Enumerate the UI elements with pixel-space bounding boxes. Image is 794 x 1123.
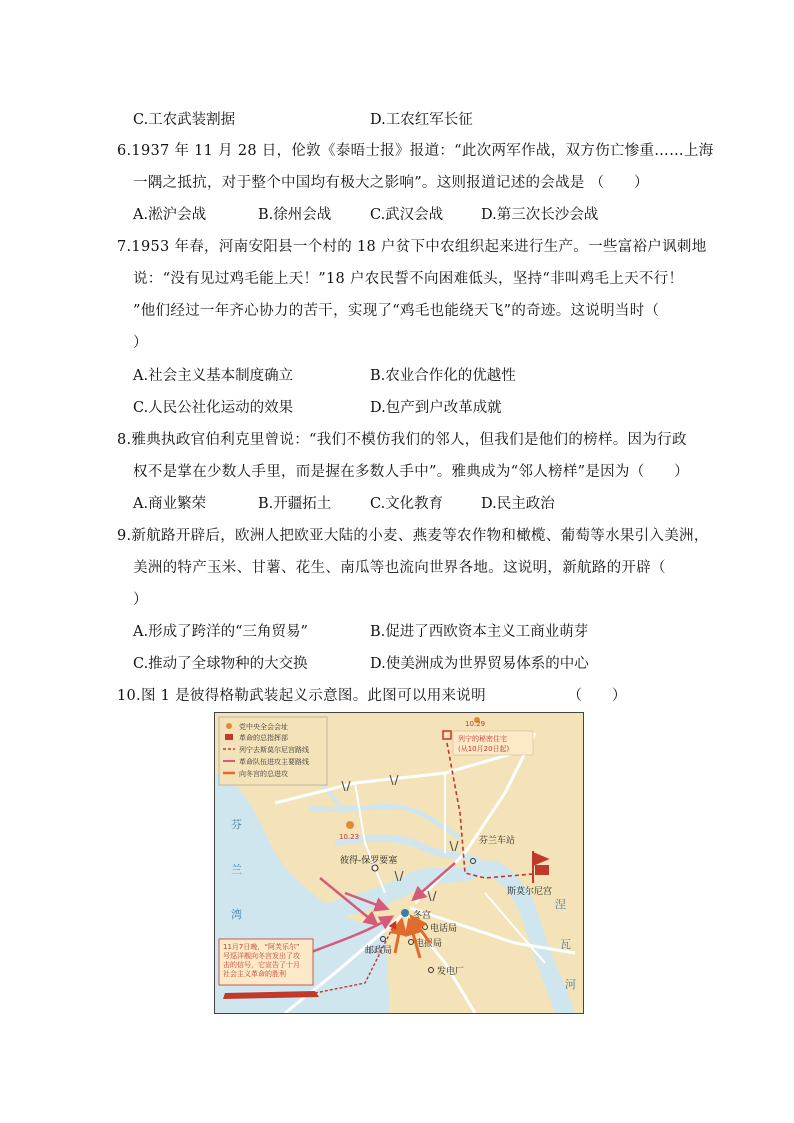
assault-arrow-2 [395,923,401,953]
q8-stem-line2: 权不是掌在少数人手里，而是握在多数人手中”。雅典成为“邻人榜样”是因为（ ） [133,464,689,480]
plenum-marker-1023 [346,821,354,829]
q9-stem-line1: 9.新航路开辟后，欧洲人把欧亚大陆的小麦、燕麦等农作物和橄榄、葡萄等水果引入美洲， [117,528,709,544]
aurora-note-line3: 击的信号，它宣告了十月 [223,961,300,969]
q7-option-d: D.包产到户改革成就 [370,400,502,416]
q6-option-c: C.武汉会战 [370,207,444,223]
q5-option-d: D.工农红军长征 [370,112,473,128]
q9-option-c: C.推动了全球物种的大交换 [133,656,308,672]
q8-stem-line1: 8.雅典执政官伯利克里曾说：“我们不模仿我们的邻人，但我们是他们的榜样。因为行政 [117,432,687,448]
q6-stem-line2: 一隅之抵抗，对于整个中国均有极大之影响”。这则报道记述的会战是 （ ） [133,175,649,191]
q7-option-a: A.社会主义基本制度确立 [133,368,294,384]
q6-stem-line1: 6.1937 年 11 月 28 日，伦敦《泰晤士报》报道：“此次两军作战，双方伤亡惨重……上海 [117,143,714,159]
gulf-label-1: 芬 [231,818,242,831]
lenin-house-label: 列宁的秘密住宅 [458,735,507,743]
q7-stem-line4: ） [133,335,148,351]
power-plant-marker [429,968,434,973]
gulf-label-2: 兰 [231,863,242,876]
power-plant-label: 发电厂 [437,967,465,977]
q9-stem-line2: 美洲的特产玉米、甘薯、花生、南瓜等也流向世界各地。这说明，新航路的开辟（ [133,560,666,576]
post-office-label: 邮政局 [365,946,393,956]
q8-option-a: A.商业繁荣 [133,496,207,512]
q8-option-b: B.开疆拓土 [258,496,332,512]
bridge-5 [428,891,436,901]
telephone-marker [423,925,428,930]
aurora-note-line1: 11月7日晚，“阿芙乐尔” [223,943,300,951]
aurora-note-line2: 号巡洋舰向冬宫发出了攻 [223,952,300,960]
legend-symbol-plenum [226,723,232,729]
telegraph-label: 电报局 [415,939,443,949]
winter-palace-marker [401,909,409,917]
legend-main-route: 革命队伍进攻主要路线 [239,758,309,766]
telephone-label: 电话局 [430,924,458,934]
bridge-3 [450,841,458,851]
q9-stem-line3: ） [133,592,148,608]
legend-hq: 革命的总指挥部 [239,734,288,742]
legend-lenin-route: 列宁去斯莫尔尼宫路线 [239,746,309,754]
aurora-note-line4: 社会主义革命的胜利 [223,970,286,978]
river-label-3: 河 [565,978,576,991]
winter-palace-label: 冬宫 [413,911,432,921]
lenin-house-marker [443,731,451,739]
gulf-label-3: 湾 [231,908,242,921]
q8-option-d: D.民主政治 [481,496,555,512]
river-label-2: 瓦 [560,938,571,951]
q7-stem-line3: ”他们经过一年齐心协力的苦干，实现了“鸡毛也能绕天飞”的奇迹。这说明当时（ [133,303,660,319]
smolny-building [535,865,549,875]
telegraph-marker [409,940,414,945]
river-label-1: 涅 [555,898,566,911]
legend-plenum: 党中央全会会址 [239,723,288,731]
q6-option-b: B.徐州会战 [258,207,332,223]
q10-stem-line1: 10.图 1 是彼得格勒武装起义示意图。此图可以用来说明 （ ） [117,688,627,704]
lenin-house-date: (从10月20日起) [458,745,510,753]
q5-option-c: C.工农武装割据 [133,112,236,128]
q7-stem-line1: 7.1953 年春，河南安阳县一个村的 18 户贫下中农组织起来进行生产。一些富裕户讽刺地 [117,239,707,255]
q9-option-a: A.形成了跨洋的“三角贸易” [133,624,308,640]
legend-assault: 向冬宫的总进攻 [239,770,288,778]
q9-option-b: B.促进了西欧资本主义工商业萌芽 [370,624,589,640]
legend-symbol-hq [225,734,233,740]
finland-station-label: 芬兰车站 [479,836,516,846]
q6-option-d: D.第三次长沙会战 [481,207,599,223]
q8-option-c: C.文化教育 [370,496,444,512]
q7-option-b: B.农业合作化的优越性 [370,368,516,384]
peter-paul-label: 彼得-保罗要塞 [340,856,398,866]
q7-option-c: C.人民公社化运动的效果 [133,400,294,416]
smolny-label: 斯莫尔尼宫 [507,887,553,897]
q6-option-a: A.淞沪会战 [133,207,207,223]
petrograd-uprising-map [214,712,584,1014]
q9-option-d: D.使美洲成为世界贸易体系的中心 [370,656,589,672]
date-1023: 10.23 [339,833,360,841]
date-1029: 10.29 [465,720,486,728]
q7-stem-line2: 说：“没有见过鸡毛能上天！”18 户农民誓不向困难低头，坚持“非叫鸡毛上天不行！ [133,271,684,287]
